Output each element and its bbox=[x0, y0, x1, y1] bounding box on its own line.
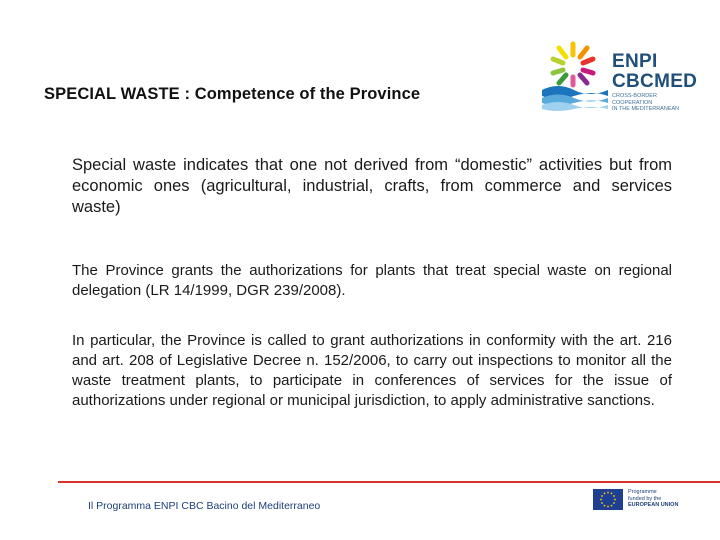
sun-wave-logo-icon bbox=[540, 38, 610, 118]
enpi-cbcmed-logo bbox=[540, 38, 710, 118]
eu-text-line3: EUROPEAN UNION bbox=[628, 502, 679, 508]
logo-text-cbcmed: CBCMED bbox=[612, 71, 698, 92]
slide-title: SPECIAL WASTE : Competence of the Province bbox=[44, 85, 421, 103]
eu-flag-icon bbox=[593, 489, 623, 510]
logo-subtitle-line1: CROSS-BORDER COOPERATION bbox=[612, 93, 657, 106]
logo-text-enpi: ENPI bbox=[612, 51, 658, 72]
footer-program-text: Il Programma ENPI CBC Bacino del Mediterraneo bbox=[88, 500, 321, 512]
logo-subtitle bbox=[612, 93, 682, 113]
paragraph-competences: In particular, the Province is called to grant authorizations in conformity with the art. 216 and art. 208 of Legislative Decree n. 152/2006, to carry out inspections to monitor all the waste treatment plants, to participate in conferences of services for the issue of authorizations under regional or municipal jurisdiction, to apply administrative sanctions. bbox=[72, 332, 672, 409]
paragraph-authorizations: The Province grants the authorizations for plants that treat special waste on regional delegation (LR 14/1999, DGR 239/2008). bbox=[72, 262, 672, 299]
eu-funding-text bbox=[628, 489, 688, 509]
logo-subtitle-line2: IN THE MEDITERRANEAN bbox=[612, 106, 680, 112]
footer-divider bbox=[58, 481, 720, 483]
paragraph-definition: Special waste indicates that one not derived from “domestic” activities but from economic ones (agricultural, industrial, crafts, from commerce and services waste) bbox=[72, 156, 672, 216]
eu-text-line2: funded by the bbox=[628, 495, 662, 502]
eu-text-line1: Programme bbox=[628, 489, 657, 495]
